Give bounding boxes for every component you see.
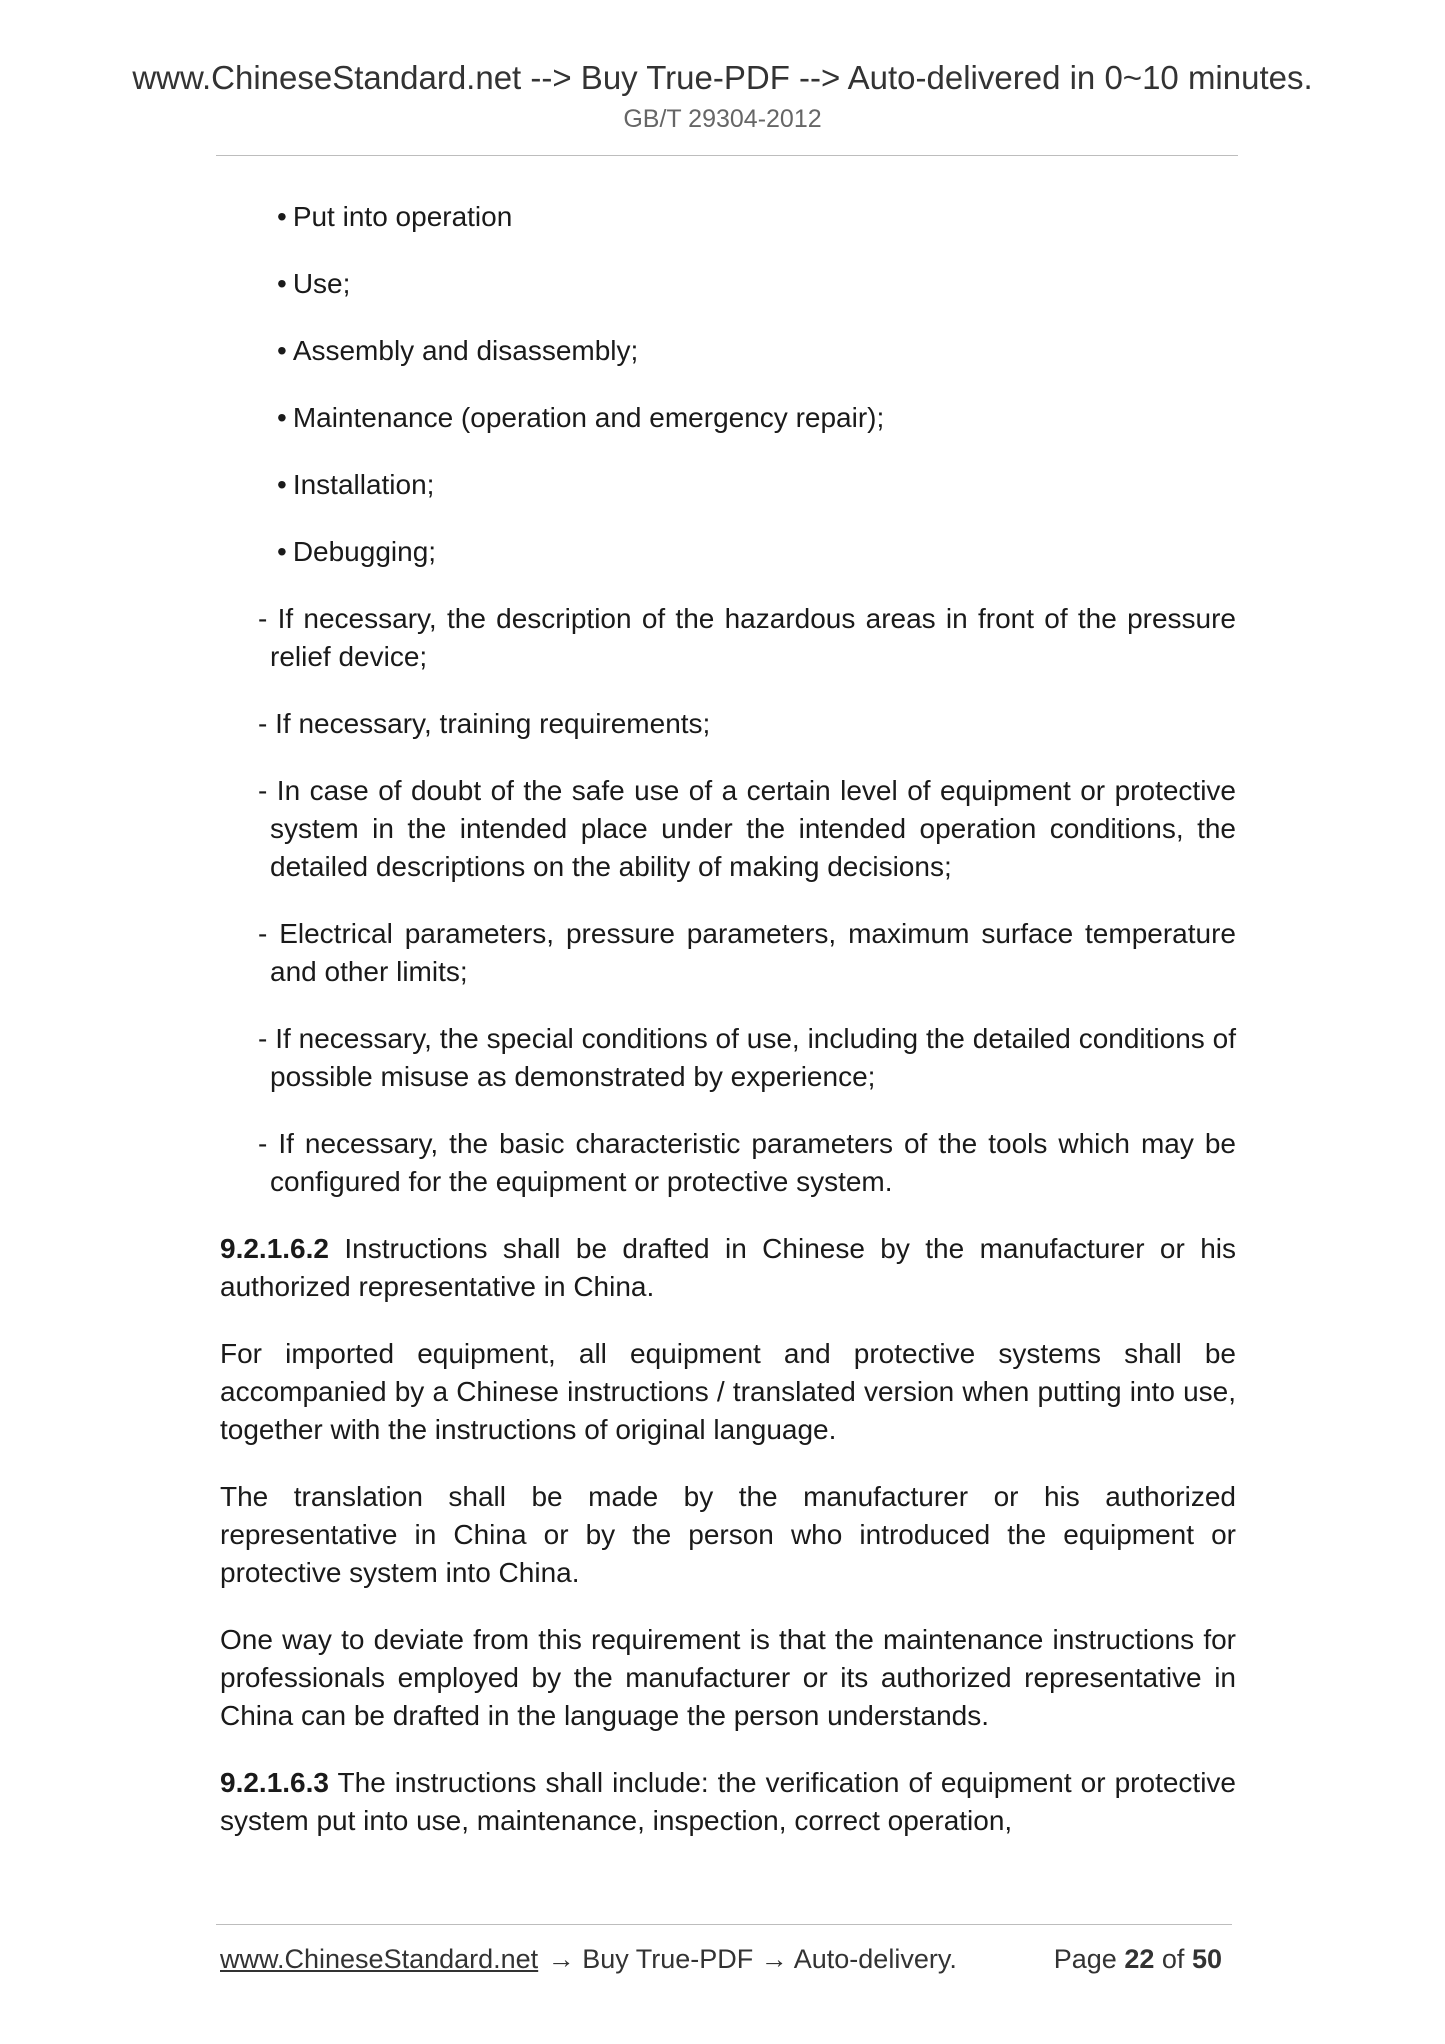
body-paragraph: One way to deviate from this requirement is that the maintenance instructions for professionals employed by the manufacturer or its authorized representative in China can be drafted in the language the person understands. <box>220 1624 1236 1731</box>
list-item: • Use; <box>277 268 351 299</box>
document-body <box>220 198 1236 1869</box>
footer-tagline: → Buy True-PDF → Auto-delivery. <box>547 1944 957 1974</box>
header-divider <box>216 155 1238 156</box>
list-item: • Assembly and disassembly; <box>277 335 639 366</box>
list-item: • Maintenance (operation and emergency repair); <box>277 402 885 433</box>
page-indicator: Page 22 of 50 <box>1053 1944 1222 1974</box>
bullet-icon: • <box>277 402 287 433</box>
bullet-icon: • <box>277 469 287 500</box>
dash-item: - If necessary, the description of the hazardous areas in front of the pressure relief device; <box>258 603 1236 672</box>
standard-id: GB/T 29304-2012 <box>623 105 822 133</box>
header-banner: www.ChineseStandard.net --> Buy True-PDF --> Auto-delivered in 0~10 minutes. <box>132 59 1313 96</box>
dash-item: - Electrical parameters, pressure parameters, maximum surface temperature and other limits; <box>258 918 1236 987</box>
bullet-icon: • <box>277 201 287 232</box>
clause-paragraph: 9.2.1.6.2 Instructions shall be drafted in Chinese by the manufacturer or his authorized representative in China. <box>220 1233 1236 1302</box>
clause-number: 9.2.1.6.2 <box>220 1233 329 1264</box>
dash-item: - In case of doubt of the safe use of a certain level of equipment or protective system in the intended place under the intended operation conditions, the detailed descriptions on the ability of making decisions; <box>258 775 1236 882</box>
dash-item: - If necessary, the basic characteristic parameters of the tools which may be configured for the equipment or protective system. <box>258 1128 1236 1197</box>
bullet-icon: • <box>277 536 287 567</box>
body-paragraph: The translation shall be made by the manufacturer or his authorized representative in China or by the person who introduced the equipment or protective system into China. <box>220 1481 1236 1588</box>
page-total: 50 <box>1191 1944 1222 1974</box>
clause-number: 9.2.1.6.3 <box>220 1767 329 1798</box>
list-item: • Installation; <box>277 469 435 500</box>
page-number: 22 <box>1124 1944 1155 1974</box>
list-item: • Put into operation <box>277 201 513 232</box>
footer-link[interactable]: www.ChineseStandard.net <box>220 1944 539 1974</box>
footer-divider <box>216 1924 1232 1925</box>
dash-item: - If necessary, training requirements; <box>258 708 711 739</box>
list-item: • Debugging; <box>277 536 437 567</box>
bullet-icon: • <box>277 335 287 366</box>
body-paragraph: For imported equipment, all equipment and protective systems shall be accompanied by a Chinese instructions / translated version when putting into use, together with the instructions of original language. <box>220 1338 1236 1445</box>
clause-paragraph: 9.2.1.6.3 The instructions shall include: the verification of equipment or protective system put into use, maintenance, inspection, correct operation, <box>220 1767 1236 1836</box>
dash-item: - If necessary, the special conditions of use, including the detailed conditions of possible misuse as demonstrated by experience; <box>258 1023 1236 1092</box>
page-footer <box>220 1942 1232 1976</box>
bullet-icon: • <box>277 268 287 299</box>
